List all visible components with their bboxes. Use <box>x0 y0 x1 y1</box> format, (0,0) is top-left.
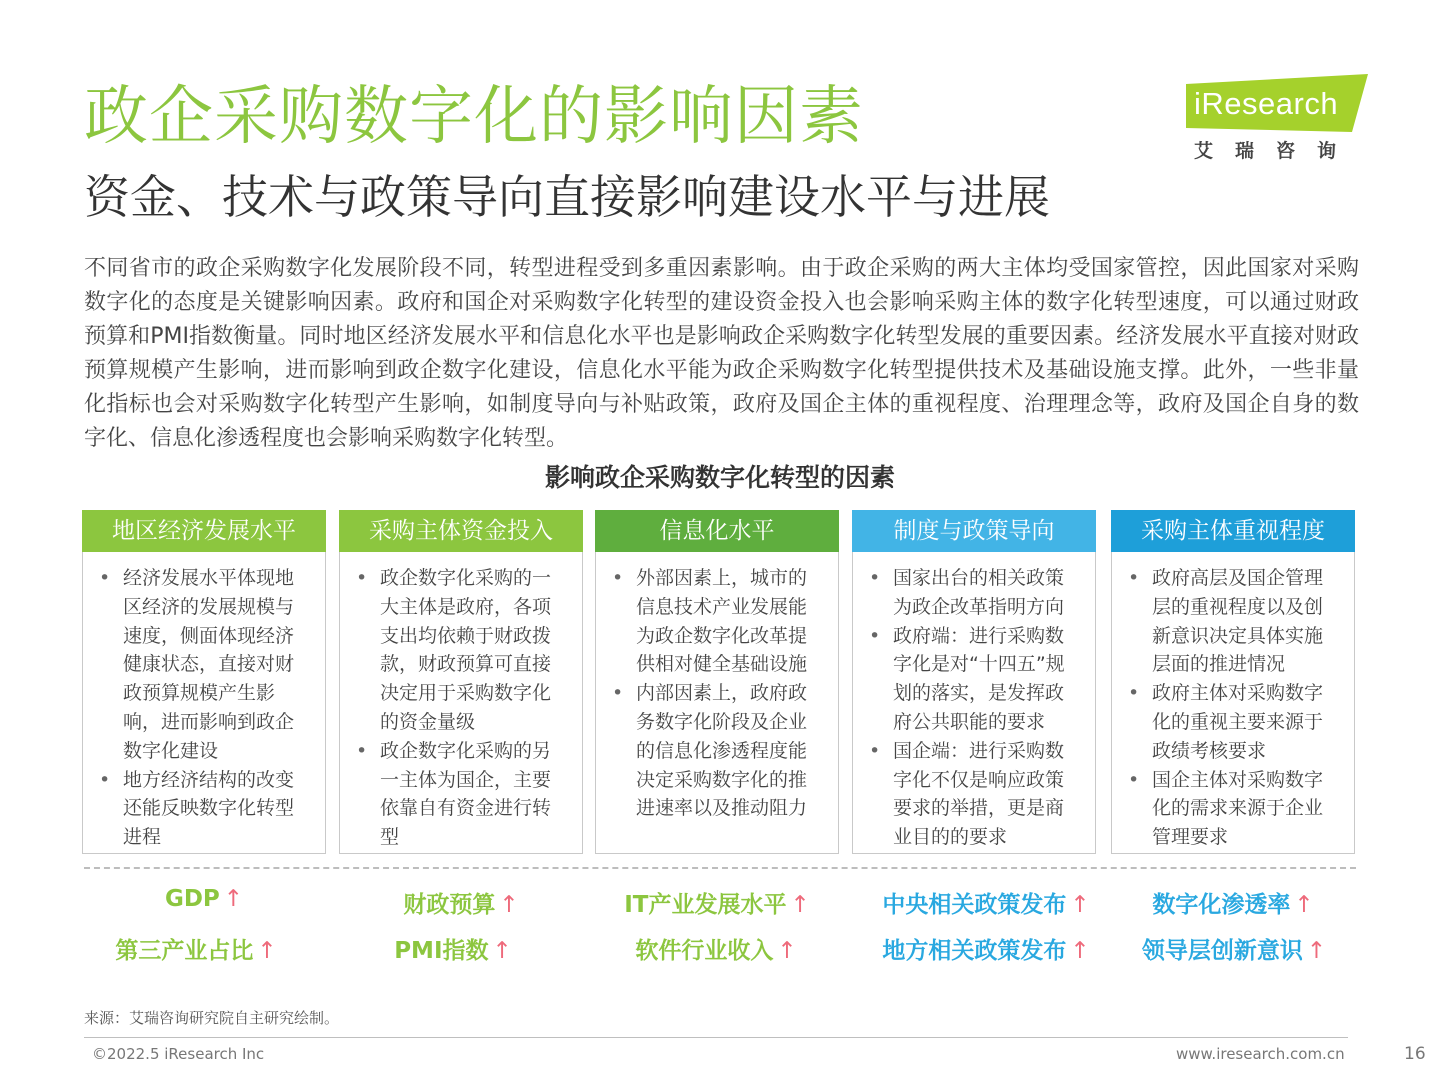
arrow-up-icon: ↑ <box>790 892 810 918</box>
factor-bullet: • 外部因素上，城市的信息技术产业发展能为政企数字化改革提供相对健全基础设施 <box>636 564 824 679</box>
indicator <box>115 932 276 965</box>
footer-divider <box>84 1037 1348 1038</box>
arrow-up-icon: ↑ <box>257 938 277 964</box>
logo-brand-text: iResearch <box>1194 86 1339 121</box>
factor-card-title: 采购主体资金投入 <box>339 510 583 552</box>
factor-card-informatization <box>595 510 839 854</box>
indicator <box>1152 886 1313 919</box>
factor-card-title: 信息化水平 <box>595 510 839 552</box>
iresearch-logo <box>1186 74 1376 164</box>
arrow-up-icon: ↑ <box>1306 938 1327 964</box>
factor-card-title: 采购主体重视程度 <box>1111 510 1355 552</box>
indicator-label: 地方相关政策发布 <box>882 938 1067 964</box>
indicator-label: 第三产业占比 <box>115 938 254 964</box>
factor-bullet: • 内部因素上，政府政务数字化阶段及企业的信息化渗透程度能决定采购数字化的推进速率以及推动阻力 <box>636 679 824 823</box>
arrow-up-icon: ↑ <box>223 886 244 912</box>
indicator <box>165 886 243 912</box>
factor-bullet-list <box>340 564 582 852</box>
factor-card-title: 制度与政策导向 <box>852 510 1096 552</box>
factor-bullet-list <box>1112 564 1354 852</box>
factor-card-policy <box>852 510 1096 854</box>
indicator-label: GDP <box>164 886 220 912</box>
factor-card-title: 地区经济发展水平 <box>82 510 326 552</box>
page-title: 政企采购数字化的影响因素 <box>84 80 864 154</box>
indicator <box>403 886 518 919</box>
indicator <box>1142 932 1326 965</box>
dashed-divider <box>84 867 1356 869</box>
indicator <box>624 886 810 919</box>
factor-card-funding <box>339 510 583 854</box>
page-subtitle: 资金、技术与政策导向直接影响建设水平与进展 <box>84 170 1050 224</box>
page-number: 16 <box>1404 1044 1426 1064</box>
arrow-up-icon: ↑ <box>492 938 512 964</box>
indicator <box>394 932 512 965</box>
indicator-label: 数字化渗透率 <box>1152 892 1291 918</box>
factor-bullet: • 政府高层及国企管理层的重视程度以及创新意识决定具体实施层面的推进情况 <box>1152 564 1340 679</box>
indicator-label: IT产业发展水平 <box>624 892 787 918</box>
factor-bullet: • 政府主体对采购数字化的重视主要来源于政绩考核要求 <box>1152 679 1340 765</box>
indicator-label: PMI指数 <box>394 938 489 964</box>
factor-bullet: • 政企数字化采购的一大主体是政府，各项支出均依赖于财政拨款，财政预算可直接决定用于采购数字化的资金量级 <box>380 564 568 737</box>
source-note: 来源：艾瑞咨询研究院自主研究绘制。 <box>84 1009 340 1027</box>
factor-bullet: • 经济发展水平体现地区经济的发展规模与速度，侧面体现经济健康状态，直接对财政预算规模产生影响，进而影响到政企数字化建设 <box>123 564 311 766</box>
arrow-up-icon: ↑ <box>1294 892 1314 918</box>
indicator <box>882 886 1089 919</box>
factor-card-attention <box>1111 510 1355 854</box>
factor-card-economy <box>82 510 326 854</box>
factor-bullet: • 国企主体对采购数字化的需求来源于企业管理要求 <box>1152 766 1340 852</box>
arrow-up-icon: ↑ <box>777 938 797 964</box>
factor-bullet: • 政府端：进行采购数字化是对“十四五”规划的落实，是发挥政府公共职能的要求 <box>893 622 1081 737</box>
indicator-label: 中央相关政策发布 <box>882 892 1067 918</box>
arrow-up-icon: ↑ <box>1070 892 1090 918</box>
indicator-label: 财政预算 <box>403 892 496 918</box>
factor-bullet: • 政企数字化采购的另一主体为国企，主要依靠自有资金进行转型 <box>380 737 568 852</box>
website-link[interactable]: www.iresearch.com.cn <box>1176 1045 1345 1063</box>
indicator-label: 软件行业收入 <box>635 938 774 964</box>
factor-bullet: • 国企端：进行采购数字化不仅是响应政策要求的举措，更是商业目的的要求 <box>893 737 1081 852</box>
indicator <box>635 932 796 965</box>
intro-paragraph: 不同省市的政企采购数字化发展阶段不同，转型进程受到多重因素影响。由于政企采购的两大主体均受国家管控，因此国家对采购数字化的态度是关键影响因素。政府和国企对采购数字化转型的建设资金投入也会影响采购主体的数字化转型速度，可以通过财政预算和PMI指数衡量。同时地区经济发展水平和信息化水平也是影响政企采购数字化转型发展的重要因素。经济发展水平直接对财政预算规模产生影响，进而影响到政企数字化建设，信息化水平能为政企采购数字化转型提供技术及基础设施支撑。此外，一些非量化指标也会对采购数字化转型产生影响，如制度导向与补贴政策，政府及国企主体的重视程度、治理理念等，政府及国企自身的数字化、信息化渗透程度也会影响采购数字化转型。 <box>84 256 1359 451</box>
arrow-up-icon: ↑ <box>1070 938 1090 964</box>
factor-bullet-list <box>853 564 1095 852</box>
copyright: ©2022.5 iResearch Inc <box>92 1045 265 1063</box>
indicator <box>882 932 1089 965</box>
factor-bullet: • 国家出台的相关政策为政企改革指明方向 <box>893 564 1081 622</box>
arrow-up-icon: ↑ <box>499 892 519 918</box>
diagram-title: 影响政企采购数字化转型的因素 <box>544 463 895 492</box>
indicator-label: 领导层创新意识 <box>1141 938 1303 964</box>
factor-bullet-list <box>596 564 838 823</box>
factor-bullet-list <box>83 564 325 852</box>
factor-bullet: • 地方经济结构的改变还能反映数字化转型进程 <box>123 766 311 852</box>
logo-cn-name: 艾瑞咨询 <box>1194 140 1359 162</box>
